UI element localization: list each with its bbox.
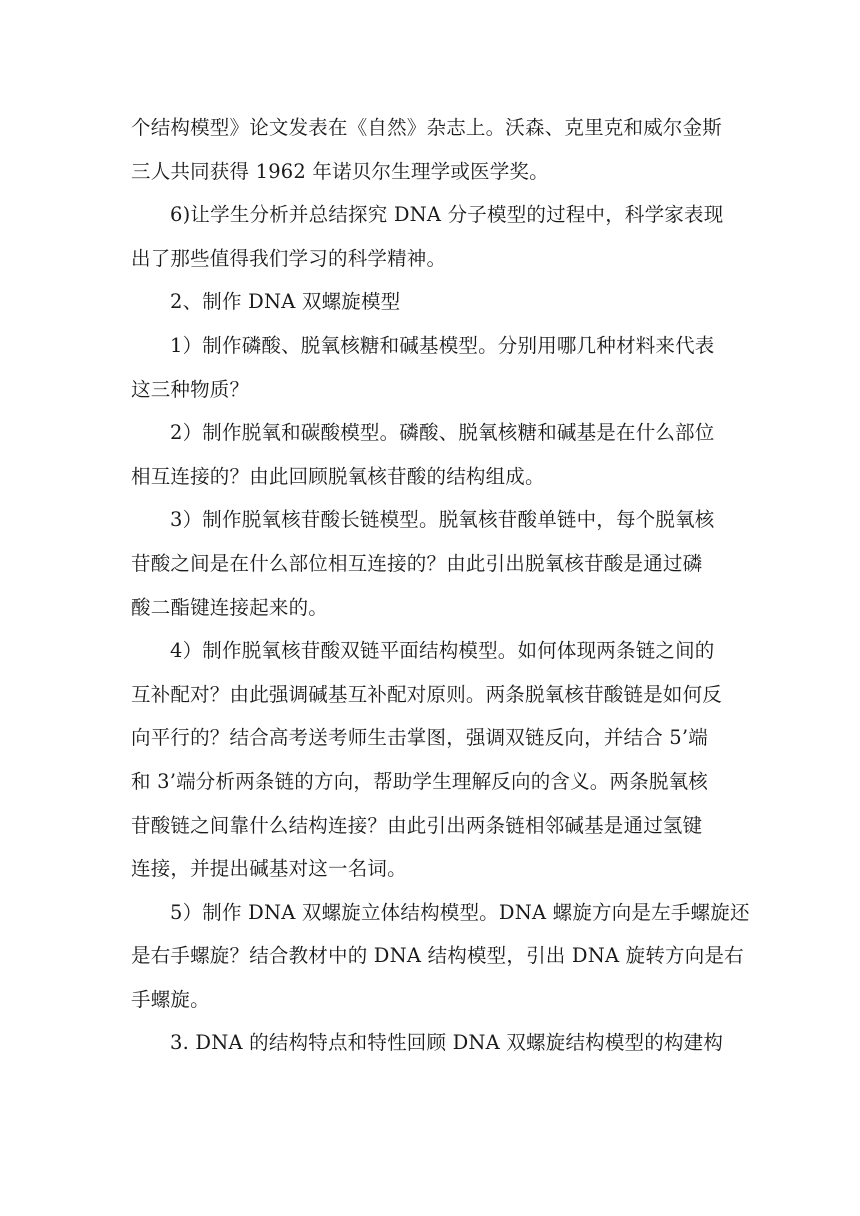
text-line-19: 5）制作 DNA 双螺旋立体结构模型。DNA 螺旋方向是左手螺旋还 [170, 900, 750, 924]
text-line-1: 个结构模型》论文发表在《自然》杂志上。沃森、克里克和威尔金斯 [131, 116, 723, 139]
text-line-8: 2）制作脱氧和碳酸模型。磷酸、脱氧核糖和碱基是在什么部位 [170, 421, 715, 445]
text-line-3: 6)让学生分析并总结探究 DNA 分子模型的过程中，科学家表现 [170, 203, 724, 227]
text-line-10: 3）制作脱氧核苷酸长链模型。脱氧核苷酸单链中，每个脱氧核 [170, 508, 715, 532]
text-line-4: 出了那些值得我们学习的科学精神。 [131, 246, 447, 270]
text-line-22: 3. DNA 的结构特点和特性回顾 DNA 双螺旋结构模型的构建构 [170, 1031, 724, 1055]
text-line-12: 酸二酯键连接起来的。 [131, 595, 329, 619]
text-line-7: 这三种物质？ [131, 377, 250, 401]
text-line-6: 1）制作磷酸、脱氧核糖和碱基模型。分别用哪几种材料来代表 [170, 333, 715, 357]
body-text [131, 106, 750, 1065]
text-line-21: 手螺旋。 [131, 987, 210, 1011]
text-line-2: 三人共同获得 1962 年诺贝尔生理学或医学奖。 [131, 159, 549, 183]
text-line-9: 相互连接的？由此回顾脱氧核苷酸的结构组成。 [131, 464, 545, 488]
section-heading-2: 2、制作 DNA 双螺旋模型 [170, 290, 401, 314]
text-line-13: 4）制作脱氧核苷酸双链平面结构模型。如何体现两条链之间的 [170, 639, 715, 663]
text-line-11: 苷酸之间是在什么部位相互连接的？由此引出脱氧核苷酸是通过磷 [131, 551, 703, 575]
text-line-17: 苷酸链之间靠什么结构连接？由此引出两条链相邻碱基是通过氢键 [131, 813, 703, 837]
text-line-15: 向平行的？结合高考送考师生击掌图，强调双链反向，并结合 5’端 [131, 726, 709, 750]
text-line-20: 是右手螺旋？结合教材中的 DNA 结构模型，引出 DNA 旋转方向是右 [131, 944, 744, 968]
text-line-18: 连接，并提出碱基对这一名词。 [131, 857, 407, 881]
text-line-14: 互补配对？由此强调碱基互补配对原则。两条脱氧核苷酸链是如何反 [131, 682, 723, 706]
text-line-16: 和 3’端分析两条链的方向，帮助学生理解反向的含义。两条脱氧核 [131, 769, 709, 793]
